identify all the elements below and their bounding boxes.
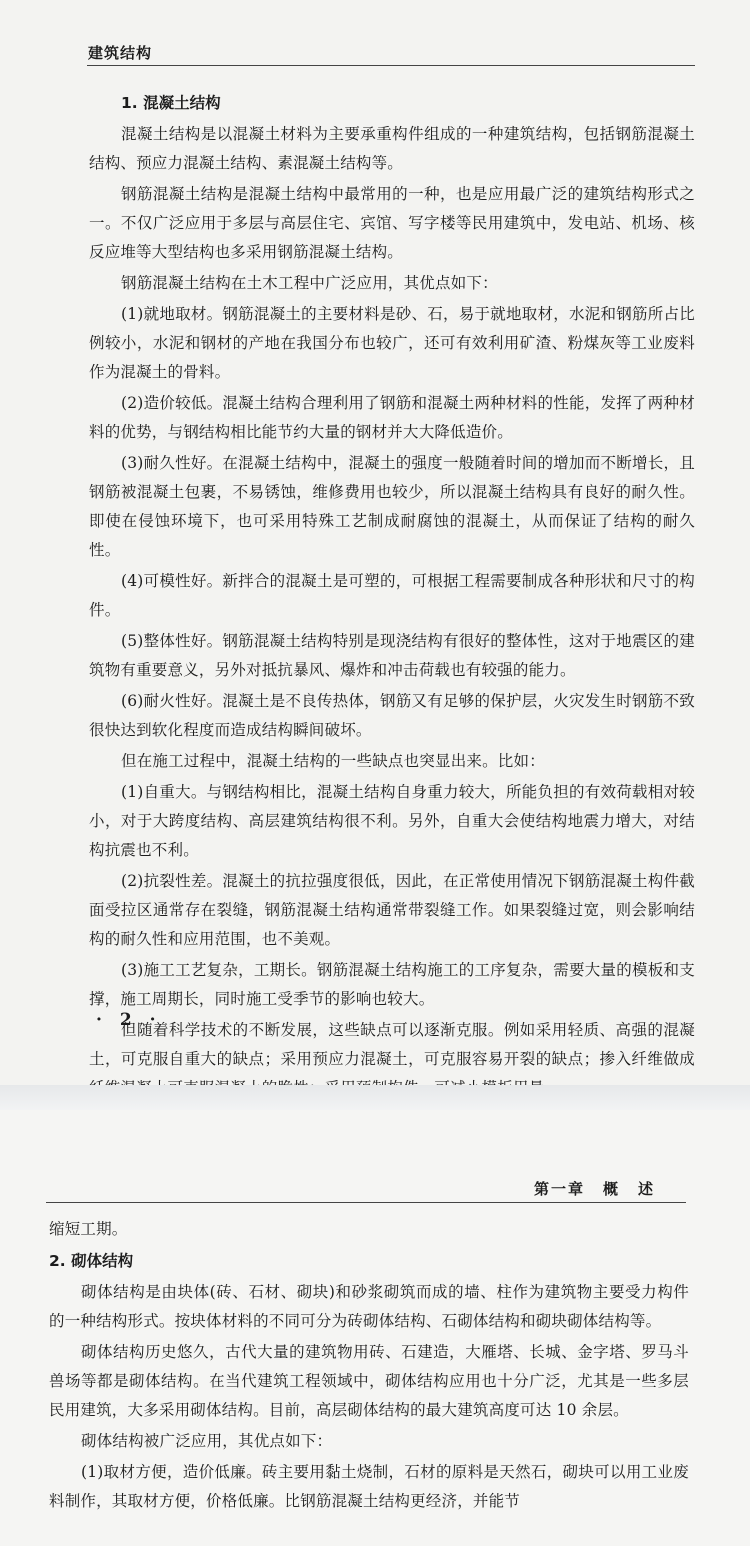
- paragraph: (4)可模性好。新拌合的混凝土是可塑的，可根据工程需要制成各种形状和尺寸的构件。: [89, 572, 695, 619]
- section-heading: 1. 混凝土结构: [121, 94, 221, 112]
- paragraph: (5)整体性好。钢筋混凝土结构特别是现浇结构有很好的整体性，这对于地震区的建筑物有重要意义，另外对抵抗暴风、爆炸和冲击荷载也有较强的能力。: [89, 632, 695, 679]
- paragraph: 钢筋混凝土结构在土木工程中广泛应用，其优点如下：: [121, 274, 498, 292]
- running-head: [534, 1178, 655, 1199]
- paragraph: 但在施工过程中，混凝土结构的一些缺点也突显出来。比如：: [121, 752, 545, 770]
- page-body: [89, 88, 695, 1105]
- page-gap: [0, 1085, 750, 1110]
- paragraph: 但随着科学技术的不断发展，这些缺点可以逐渐克服。例如采用轻质、高强的混凝土，可克服自重大的缺点；采用预应力混凝土，可克服容易开裂的缺点；掺入纤维做成: [89, 1021, 695, 1068]
- paragraph: (2)造价较低。混凝土结构合理利用了钢筋和混凝土两种材料的性能，发挥了两种材料的优势，与钢结构相比能节约大量的钢材并大大降低造价。: [89, 394, 695, 441]
- paragraph: 混凝土结构是以混凝土材料为主要承重构件组成的一种建筑结构，包括钢筋混凝土结构、预应力混凝土结构、素混凝土结构等。: [89, 125, 695, 172]
- paragraph: 钢筋混凝土结构是混凝土结构中最常用的一种，也是应用最广泛的建筑结构形式之一。不仅广泛应用于多层与高层住宅、宾馆、写字楼等民用建筑中，发电站、机场、核反应堆等大型结构也多采用钢筋混凝土结构。: [89, 185, 695, 261]
- paragraph: (3)耐久性好。在混凝土结构中，混凝土的强度一般随着时间的增加而不断增长，且钢筋被混凝土包裹，不易锈蚀，维修费用也较少，所以混凝土结构具有良好的耐久性。即使在侵蚀环境下，也可采用特殊工艺制成耐腐蚀的混凝土，从而保证了结构的耐久性。: [89, 454, 695, 559]
- paragraph: (3)施工工艺复杂，工期长。钢筋混凝土结构施工的工序复杂，需要大量的模板和支撑，施工周期长，同时施工受季节的影响也较大。: [89, 961, 695, 1008]
- chapter-label: 第一章: [534, 1180, 586, 1198]
- paragraph: 砌体结构是由块体(砖、石材、砌块)和砂浆砌筑而成的墙、柱作为建筑物主要受力构件的一种结构形式。按块体材料的不同可分为砖砌体结构、石砌体结构和砌块砌体结构等。: [49, 1283, 689, 1330]
- running-head: 建筑结构: [88, 44, 153, 62]
- continuation-line: 缩短工期。: [49, 1220, 128, 1238]
- page-body: [49, 1215, 689, 1518]
- chapter-title-char: 概: [603, 1180, 621, 1198]
- paragraph: (1)取材方便，造价低廉。砖主要用黏土烧制，石材的原料是天然石，砌块可以用工业废料制作，其取材方便，价格低廉。比钢筋混凝土结构更经济，并能节: [49, 1463, 689, 1510]
- paragraph: 砌体结构历史悠久，古代大量的建筑物用砖、石建造，大雁塔、长城、金字塔、罗马斗兽场等都是砌体结构。在当代建筑工程领域中，砌体结构应用也十分广泛，尤其是一些多层民用建筑，大多采用砌体结构。目前，高层砌体结构的最大建筑高度可达 10 余层。: [49, 1343, 689, 1419]
- header-rule: [46, 1202, 686, 1203]
- paragraph: (2)抗裂性差。混凝土的抗拉强度很低，因此，在正常使用情况下钢筋混凝土构件截面受拉区通常存在裂缝，钢筋混凝土结构通常带裂缝工作。如果裂缝过宽，则会影响结构的耐久性和应用范围，也不美观。: [89, 872, 695, 948]
- paragraph: 砌体结构被广泛应用，其优点如下：: [81, 1432, 333, 1450]
- page-number: · 2 ·: [96, 1010, 162, 1030]
- paragraph: (1)就地取材。钢筋混凝土的主要材料是砂、石，易于就地取材，水泥和钢筋所占比例较小，水泥和钢材的产地在我国分布也较广，还可有效利用矿渣、粉煤灰等工业废料作为混凝土的骨料。: [89, 305, 695, 381]
- section-heading: 2. 砌体结构: [49, 1252, 134, 1270]
- header-rule: [87, 65, 695, 66]
- paragraph: (1)自重大。与钢结构相比，混凝土结构自身重力较大，所能负担的有效荷载相对较小，对于大跨度结构、高层建筑结构很不利。另外，自重大会使结构地震力增大，对结构抗震也不利。: [89, 783, 695, 859]
- chapter-title-char: 述: [638, 1180, 656, 1198]
- book-page-bottom: [0, 1110, 750, 1546]
- paragraph: (6)耐火性好。混凝土是不良传热体，钢筋又有足够的保护层，火灾发生时钢筋不致很快达到软化程度而造成结构瞬间破坏。: [89, 692, 695, 739]
